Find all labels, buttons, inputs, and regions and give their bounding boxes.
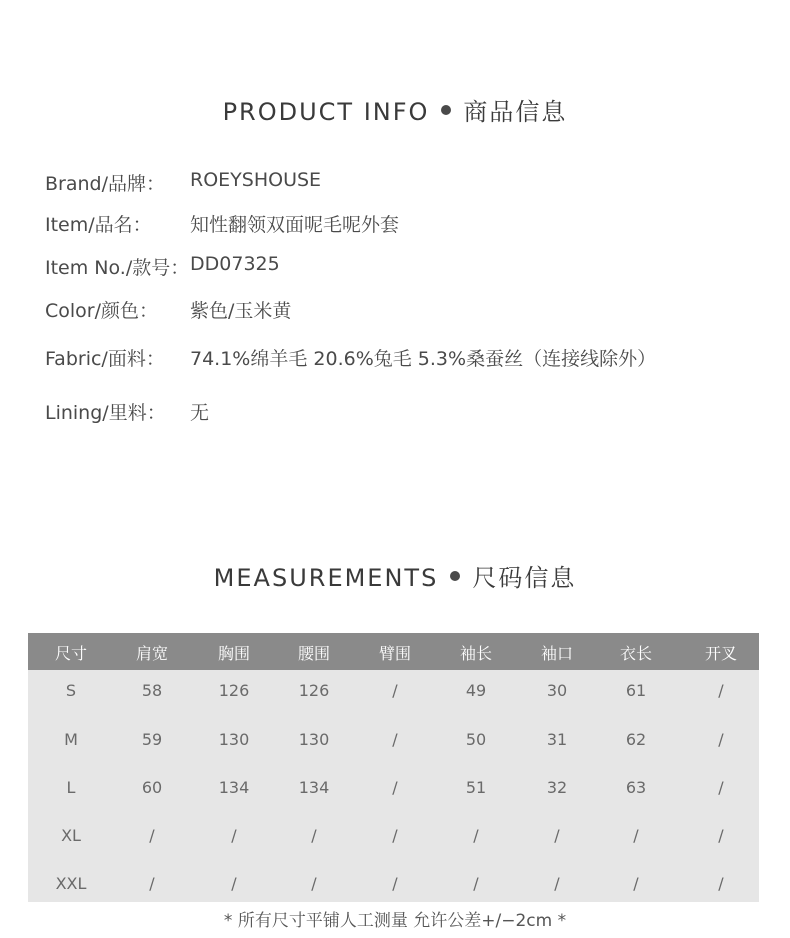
table-cell: /: [392, 778, 398, 797]
bullet-dot-icon: [450, 571, 460, 581]
info-label: Item No./款号：: [45, 257, 190, 279]
table-cell: XL: [61, 826, 81, 845]
table-cell: 59: [141, 730, 163, 749]
size-table-header-cell: 开叉: [704, 644, 737, 663]
table-cell: /: [718, 874, 724, 893]
table-cell: /: [231, 874, 237, 893]
table-cell: 30: [546, 681, 568, 700]
table-cell: /: [149, 826, 155, 845]
table-cell: 134: [218, 778, 250, 797]
measurements-title: [0, 558, 790, 593]
size-table-header-cell: 袖长: [459, 644, 492, 663]
info-row-item-no: [45, 253, 280, 280]
table-cell: /: [718, 826, 724, 845]
table-cell: /: [718, 778, 724, 797]
table-cell: 126: [298, 681, 330, 700]
table-cell: /: [392, 826, 398, 845]
table-cell: /: [392, 730, 398, 749]
info-label: Fabric/面料：: [45, 348, 165, 370]
table-cell: 32: [546, 778, 568, 797]
table-cell: 58: [141, 681, 163, 700]
bullet-dot-icon: [441, 105, 451, 115]
table-cell: /: [554, 874, 560, 893]
info-row-lining: [45, 398, 210, 425]
table-cell: 130: [298, 730, 330, 749]
info-row-color: [45, 296, 292, 323]
info-value: ROEYSHOUSE: [190, 169, 322, 191]
table-cell: 50: [465, 730, 487, 749]
info-label: Lining/里料：: [45, 402, 166, 424]
info-label: Brand/品牌：: [45, 173, 165, 195]
table-cell: /: [231, 826, 237, 845]
table-cell: 62: [625, 730, 647, 749]
product-info-title-cn: 商品信息: [463, 98, 568, 126]
table-cell: /: [392, 874, 398, 893]
measurements-title-en: MEASUREMENTS: [213, 564, 439, 592]
table-cell: 63: [625, 778, 647, 797]
info-value: 无: [190, 402, 210, 424]
size-table-header-cell: 衣长: [619, 644, 652, 663]
measurement-footnote: * 所有尺寸平铺人工测量 允许公差+/−2cm *: [223, 911, 567, 931]
product-info-title: [0, 92, 790, 127]
size-table: [28, 633, 759, 902]
table-cell: /: [311, 874, 317, 893]
table-cell: /: [392, 681, 398, 700]
table-cell: 61: [625, 681, 647, 700]
table-cell: XXL: [55, 874, 87, 893]
table-cell: 134: [298, 778, 330, 797]
info-row-item: [45, 210, 400, 237]
info-row-fabric: [45, 344, 657, 371]
table-cell: 31: [546, 730, 568, 749]
info-value: 74.1%绵羊毛 20.6%兔毛 5.3%桑蚕丝（连接线除外）: [190, 348, 657, 370]
table-cell: /: [554, 826, 560, 845]
info-label: Item/品名：: [45, 214, 152, 236]
table-cell: L: [66, 778, 76, 797]
table-cell: M: [64, 730, 78, 749]
table-cell: /: [473, 826, 479, 845]
info-value: DD07325: [190, 253, 280, 275]
info-value: 知性翻领双面呢毛呢外套: [190, 214, 400, 236]
table-cell: 126: [218, 681, 250, 700]
table-cell: /: [311, 826, 317, 845]
size-table-header-cell: 袖口: [540, 644, 573, 663]
size-table-header: [28, 633, 759, 670]
table-cell: /: [149, 874, 155, 893]
info-label: Color/颜色：: [45, 300, 159, 322]
table-cell: 130: [218, 730, 250, 749]
size-table-header-cell: 胸围: [217, 644, 250, 663]
table-cell: /: [633, 826, 639, 845]
product-info-title-en: PRODUCT INFO: [222, 98, 430, 126]
table-cell: /: [718, 730, 724, 749]
info-row-brand: [45, 169, 322, 196]
table-cell: /: [473, 874, 479, 893]
size-table-header-cell: 臂围: [378, 644, 411, 663]
size-table-header-cell: 肩宽: [135, 644, 168, 663]
measurements-title-cn: 尺码信息: [472, 564, 577, 592]
size-table-header-cell: 尺寸: [54, 644, 87, 663]
size-table-header-cell: 腰围: [297, 644, 330, 663]
table-cell: 60: [141, 778, 163, 797]
info-value: 紫色/玉米黄: [190, 300, 292, 322]
table-cell: /: [718, 681, 724, 700]
table-cell: 49: [465, 681, 487, 700]
table-cell: S: [65, 681, 77, 700]
table-cell: 51: [465, 778, 487, 797]
table-cell: /: [633, 874, 639, 893]
